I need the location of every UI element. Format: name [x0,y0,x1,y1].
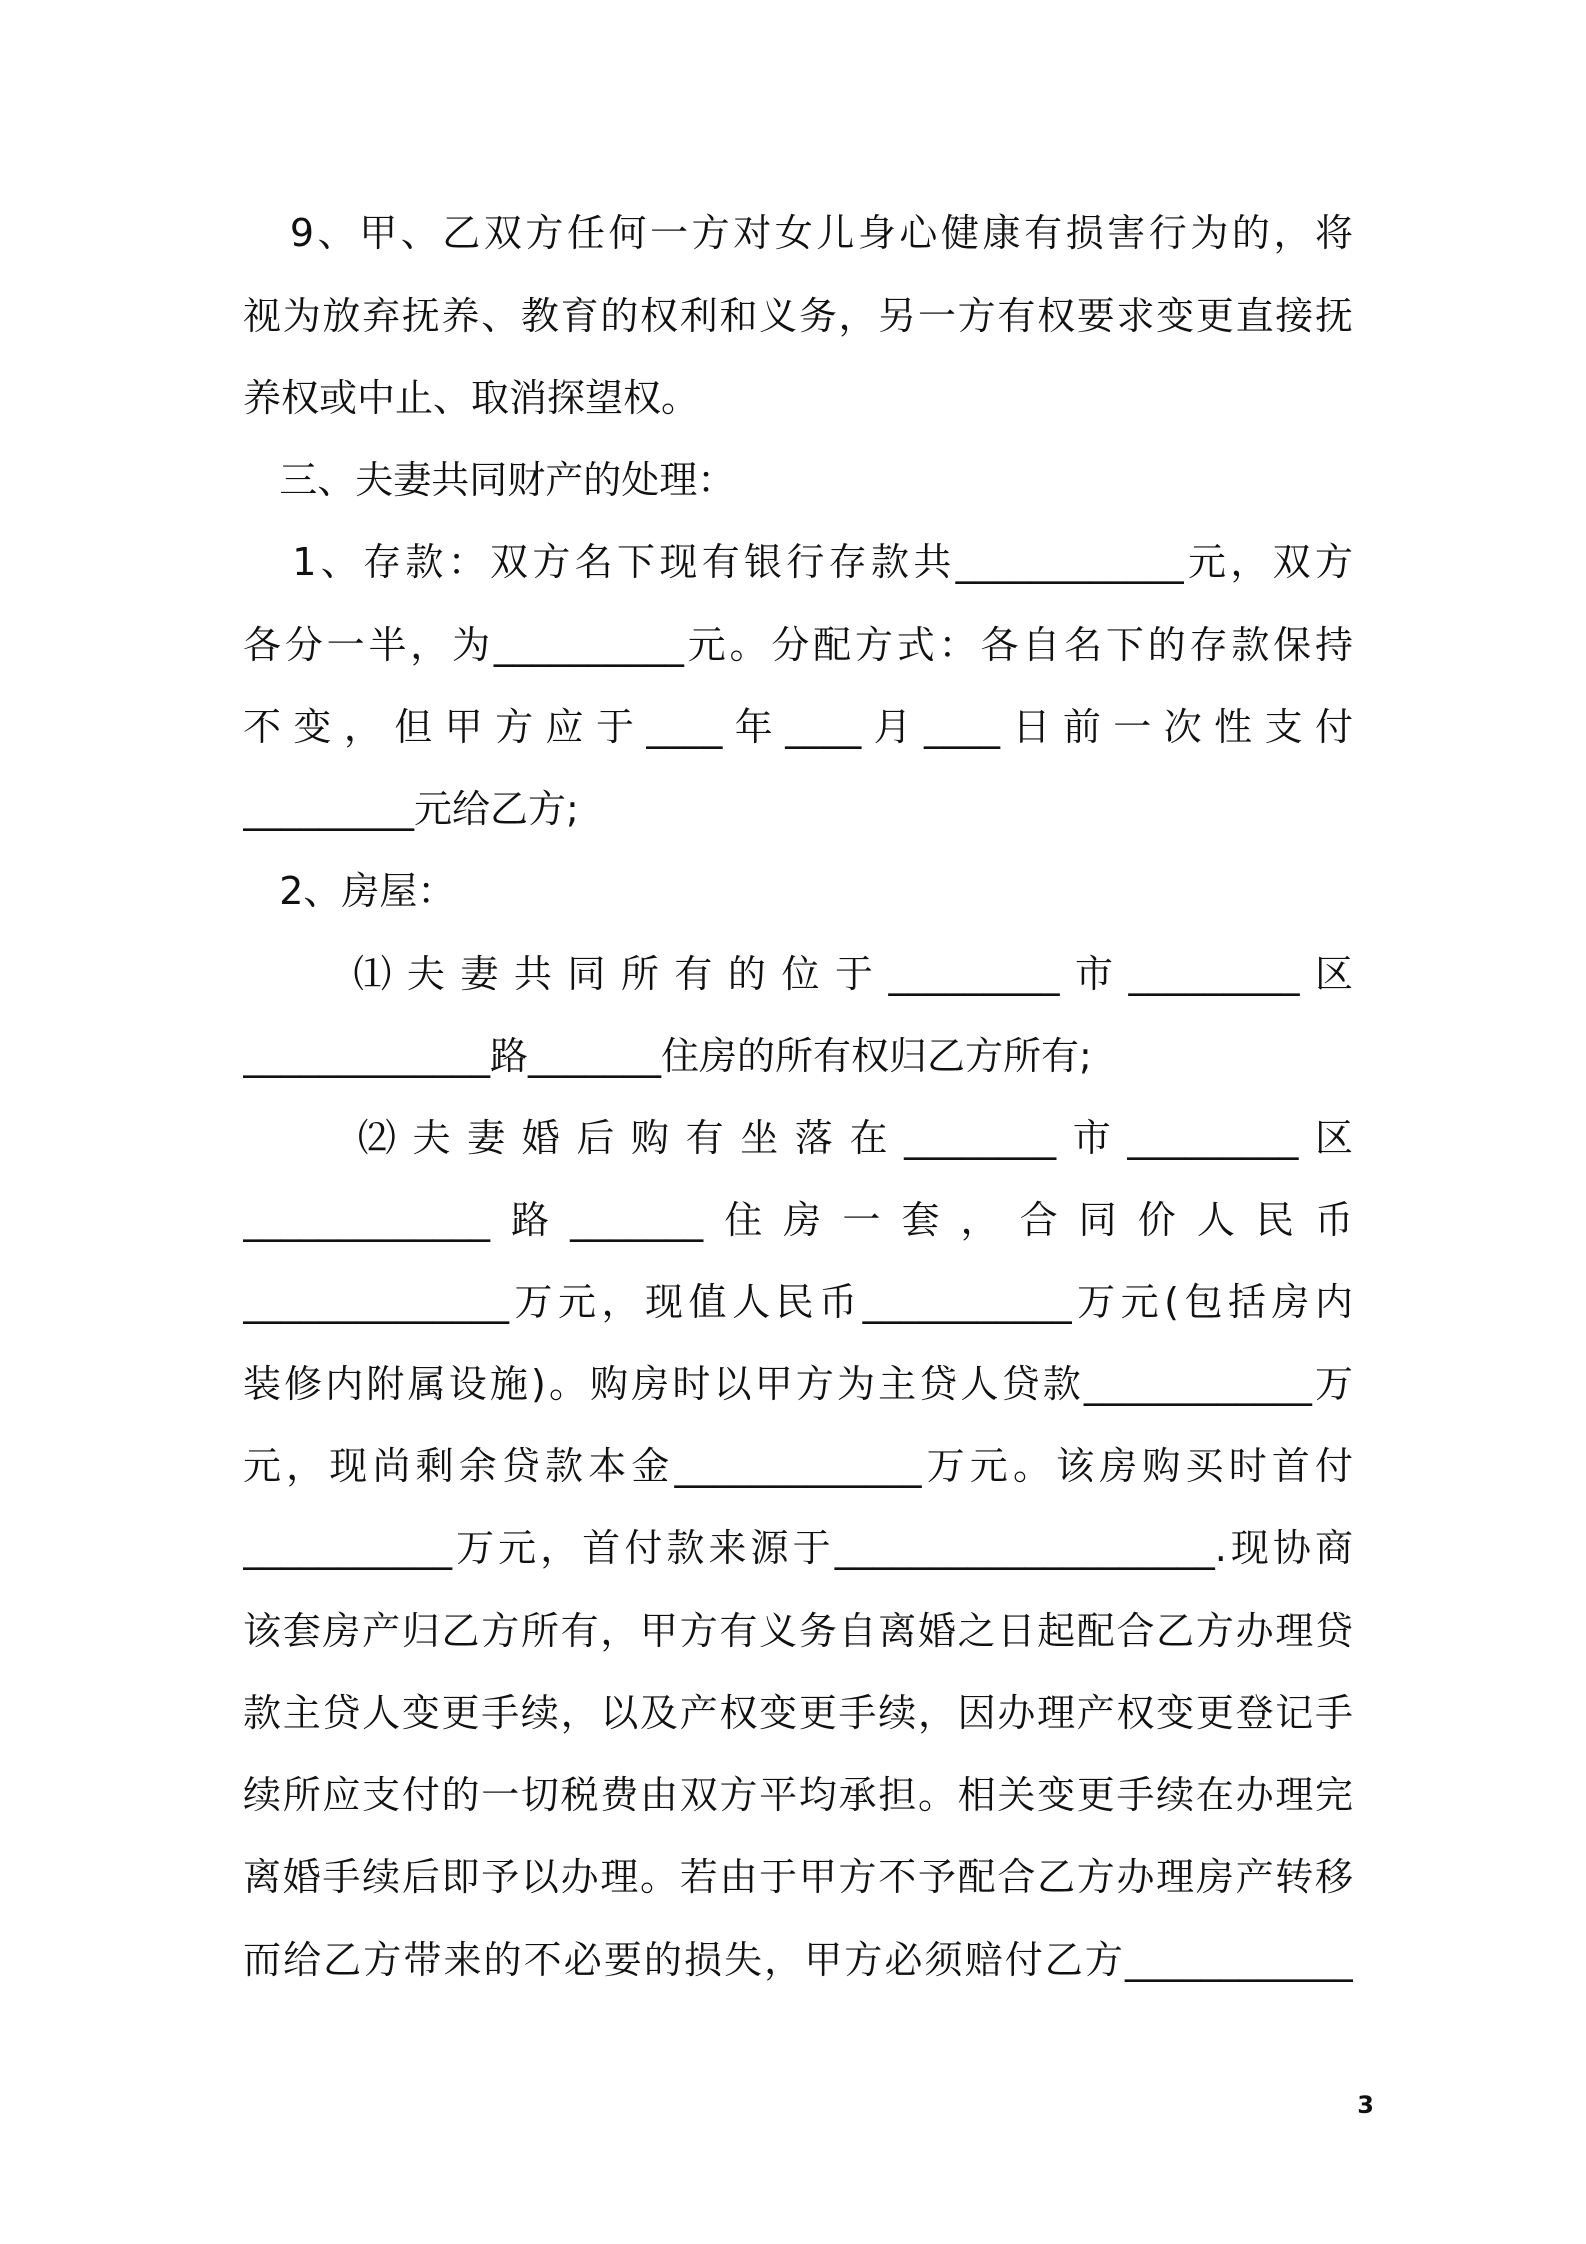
paragraph-line: ______________万元，现值人民币___________万元(包括房内 [243,1280,1353,1324]
paragraph-line: 该套房产归乙方所有，甲方有义务自离婚之日起配合乙方办理贷 [243,1609,1353,1653]
section-heading: 三、夫妻共同财产的处理： [243,458,736,502]
paragraph-line: ⑴夫妻共同所有的位于_________市_________区 [243,952,1353,996]
paragraph-line: 元，现尚剩余贷款本金_____________万元。该房购买时首付 [243,1444,1353,1488]
paragraph-line: 1、存款：双方名下现有银行存款共____________元，双方 [243,540,1353,584]
paragraph-line: 9、甲、乙双方任何一方对女儿身心健康有损害行为的，将 [243,211,1353,255]
page-number: 3 [1357,2091,1374,2119]
paragraph-line: 装修内附属设施)。购房时以甲方为主贷人贷款____________万 [243,1362,1353,1406]
paragraph-line: 续所应支付的一切税费由双方平均承担。相关变更手续在办理完 [243,1773,1353,1817]
paragraph-line: _________元给乙方; [243,787,579,831]
paragraph-line: ⑵夫妻婚后购有坐落在________市_________区 [243,1116,1353,1160]
paragraph-line: 款主贷人变更手续，以及产权变更手续，因办理产权变更登记手 [243,1691,1353,1735]
paragraph-line: 各分一半，为__________元。分配方式：各自名下的存款保持 [243,623,1353,667]
paragraph-line: 养权或中止、取消探望权。 [243,376,700,420]
paragraph-line: 而给乙方带来的不必要的损失，甲方必须赔付乙方____________ [243,1938,1353,1982]
paragraph-line: ___________万元，首付款来源于____________________.现协商 [243,1526,1353,1570]
subsection-heading: 2、房屋： [243,869,456,913]
paragraph-line: 不变，但甲方应于____年____月____日前一次性支付 [243,705,1353,749]
paragraph-line: 视为放弃抚养、教育的权利和义务，另一方有权要求变更直接抚 [243,294,1353,338]
paragraph-line: _____________路_______住房的所有权归乙方所有; [243,1034,1092,1078]
paragraph-line: _____________路_______住房一套，合同价人民币 [243,1198,1353,1242]
paragraph-line: 离婚手续后即予以办理。若由于甲方不予配合乙方办理房产转移 [243,1855,1353,1899]
